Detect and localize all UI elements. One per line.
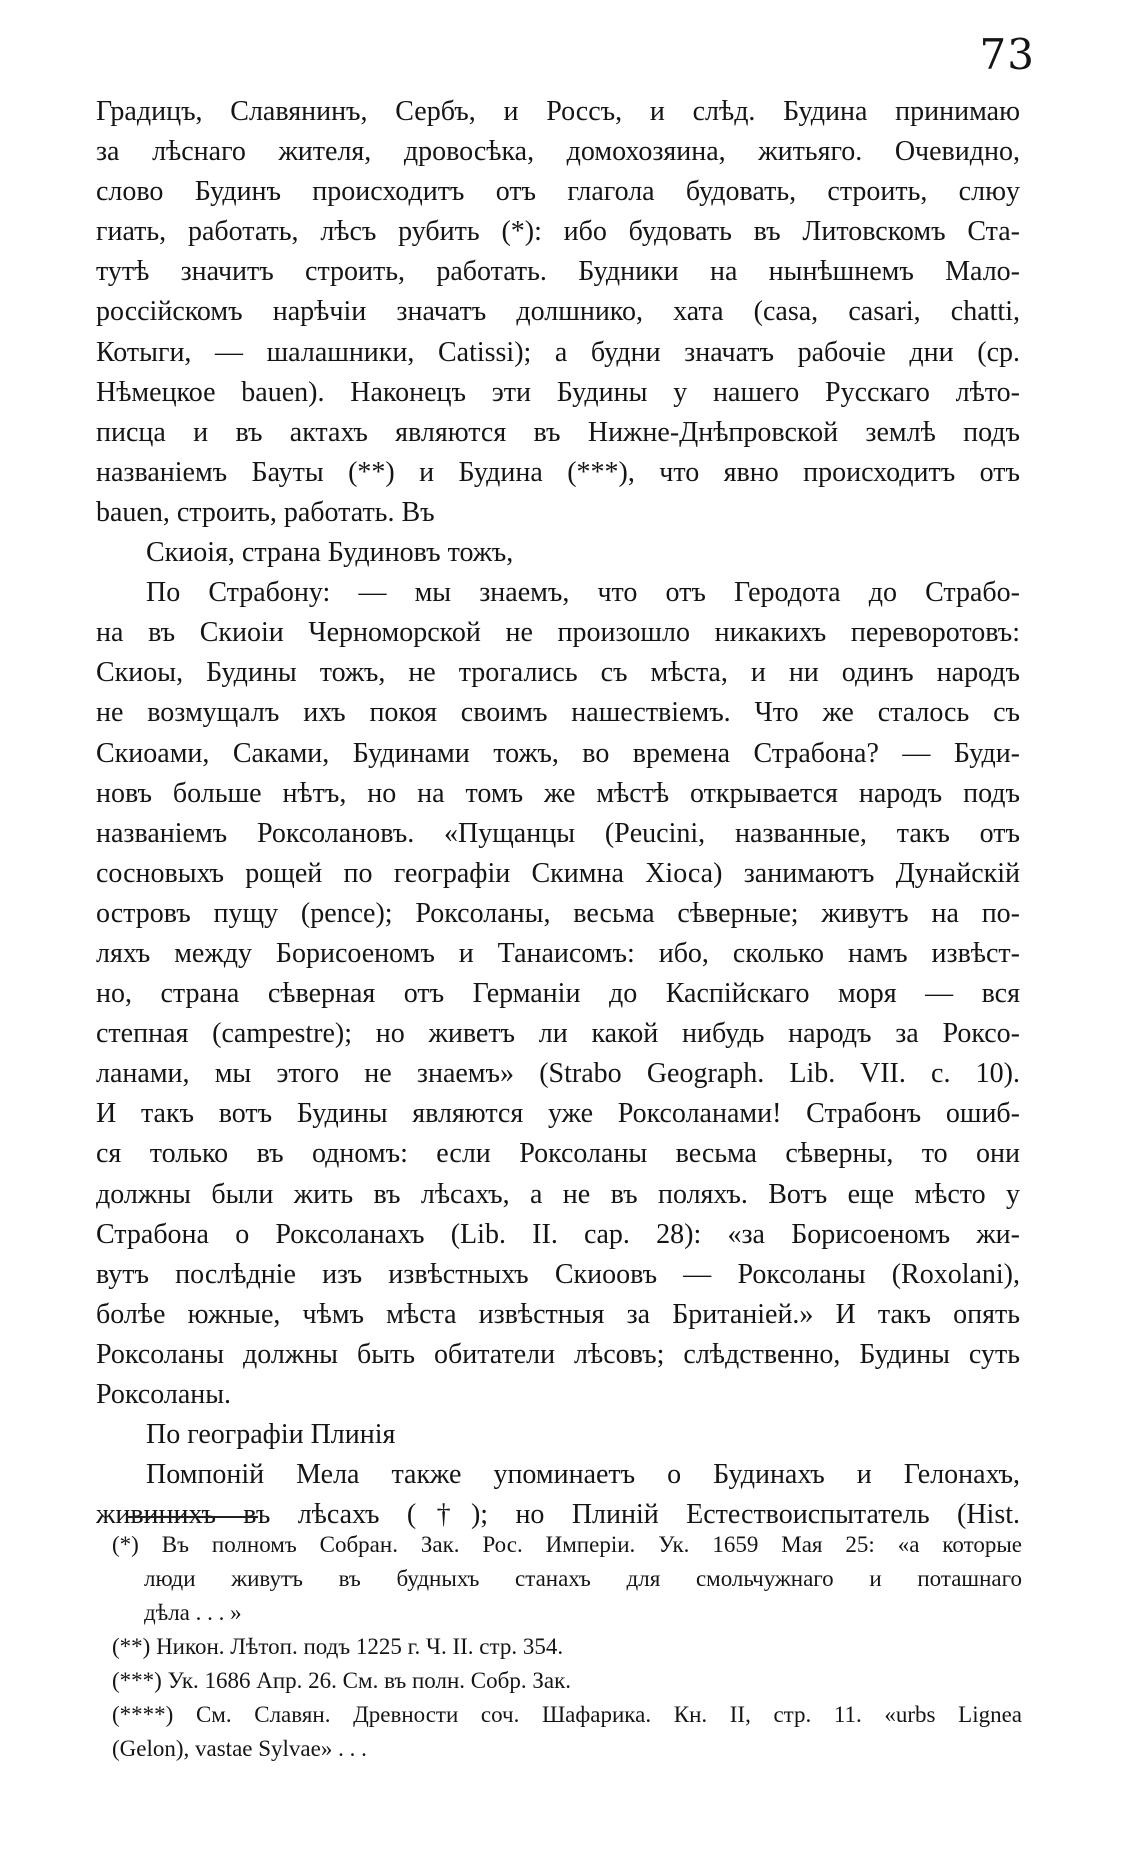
body-line: Котыги, — шалашники, Catissi); а будни значатъ рабочіе дни (ср.: [96, 336, 1020, 368]
footnote-rule: [126, 1516, 258, 1518]
body-line: названіемъ Бауты (**) и Будина (***), что явно происходитъ отъ: [96, 456, 1020, 488]
body-line: писца и въ актахъ являются въ Нижне-Днѣпровской землѣ подъ: [96, 416, 1020, 448]
body-line: Помпоній Мела также упоминаетъ о Будинахъ и Гелонахъ,: [146, 1459, 1020, 1491]
body-line: не возмущалъ ихъ покоя своимъ нашествіемъ. Что же сталось съ: [96, 697, 1020, 729]
footnote-line: (****) См. Славян. Древности соч. Шафарика. Кн. II, стр. 11. «urbs Lignea: [112, 1702, 1022, 1727]
footnote-line: люди живутъ въ будныхъ станахъ для смольчужнаго и поташнаго: [144, 1566, 1022, 1591]
footnote-line: дѣла . . . »: [144, 1600, 242, 1625]
body-line: bauen, строить, работать. Въ: [96, 496, 435, 528]
body-line: слово Будинъ происходитъ отъ глагола будовать, строить, слюу: [96, 176, 1020, 208]
body-line: ланами, мы этого не знаемъ» (Strabo Geograph. Lib. VII. c. 10).: [96, 1058, 1020, 1090]
body-line: новъ больше нѣтъ, но на томъ же мѣстѣ открывается народъ подъ: [96, 777, 1020, 809]
footnote-line: (*) Въ полномъ Собран. Зак. Рос. Имперіи. Ук. 1659 Мая 25: «а которые: [112, 1532, 1022, 1557]
body-line: названіемъ Роксолановъ. «Пущанцы (Peucini, названные, такъ отъ: [96, 817, 1020, 849]
body-line: Страбона о Роксоланахъ (Lib. II. cap. 28): «за Борисоеномъ жи-: [96, 1218, 1020, 1250]
body-line: но, страна сѣверная отъ Германіи до Каспійскаго моря — вся: [96, 978, 1020, 1010]
body-line: вутъ послѣдніе изъ извѣстныхъ Скиоовъ — Роксоланы (Roxolani),: [96, 1258, 1020, 1290]
footnote-line: (**) Никон. Лѣтоп. подъ 1225 г. Ч. II. стр. 354.: [112, 1634, 564, 1659]
body-line: должны были жить въ лѣсахъ, а не въ поляхъ. Вотъ еще мѣсто у: [96, 1178, 1020, 1210]
body-line: По Страбону: — мы знаемъ, что отъ Геродота до Страбо-: [146, 577, 1020, 609]
body-line: островъ пущу (pence); Роксоланы, весьма сѣверные; живутъ на по-: [96, 897, 1020, 929]
body-line: болѣе южные, чѣмъ мѣста извѣстныя за Британіей.» И такъ опять: [96, 1298, 1020, 1330]
body-line: тутѣ значитъ строить, работать. Будники на нынѣшнемъ Мало-: [96, 256, 1020, 288]
section-heading-line: Скиоія, страна Будиновъ тожъ,: [146, 537, 514, 569]
body-text: [96, 92, 1020, 1535]
body-line: Скиоами, Саками, Будинами тожъ, во времена Страбона? — Буди-: [96, 737, 1020, 769]
body-line: И такъ вотъ Будины являются уже Роксоланами! Страбонъ ошиб-: [96, 1098, 1020, 1130]
footnote-line: (***) Ук. 1686 Апр. 26. См. въ полн. Собр. Зак.: [112, 1668, 571, 1693]
body-line: ляхъ между Борисоеномъ и Танаисомъ: ибо, сколько намъ извѣст-: [96, 937, 1020, 969]
page-number: 73: [979, 30, 1035, 79]
section-heading-line: По географіи Плинія: [146, 1419, 396, 1451]
body-line: Скиоы, Будины тожъ, не трогались съ мѣста, и ни одинъ народъ: [96, 657, 1020, 689]
body-line: Нѣмецкое bauen). Наконецъ эти Будины у нашего Русскаго лѣто-: [96, 376, 1020, 408]
body-line: Роксоланы должны быть обитатели лѣсовъ; слѣдственно, Будины суть: [96, 1338, 1020, 1370]
body-line: россійскомъ нарѣчіи значатъ долшнико, хата (casa, casari, chatti,: [96, 296, 1020, 328]
body-line: гиать, работать, лѣсъ рубить (*): ибо будовать въ Литовскомъ Ста-: [96, 216, 1020, 248]
footnotes: [112, 1528, 1022, 1766]
footnote-line: (Gelon), vastae Sylvae» . . .: [112, 1736, 367, 1761]
body-line: Роксоланы.: [96, 1379, 232, 1410]
body-line: степная (campestre); но живетъ ли какой нибудь народъ за Роксо-: [96, 1018, 1020, 1050]
body-line: ся только въ одномъ: если Роксоланы весьма сѣверны, то они: [96, 1138, 1020, 1170]
body-line: за лѣснаго жителя, дровосѣка, домохозяина, житьяго. Очевидно,: [96, 136, 1020, 168]
body-line: живинихъ въ лѣсахъ (†); но Плиній Естествоиспытатель (Hist.: [96, 1499, 1020, 1531]
body-line: Градицъ, Славянинъ, Сербъ, и Россъ, и слѣд. Будина принимаю: [96, 96, 1020, 127]
body-line: на въ Скиоіи Черноморской не произошло никакихъ переворотовъ:: [96, 617, 1020, 649]
body-line: сосновыхъ рощей по географіи Скимна Хіоса) занимаютъ Дунайскій: [96, 857, 1020, 889]
